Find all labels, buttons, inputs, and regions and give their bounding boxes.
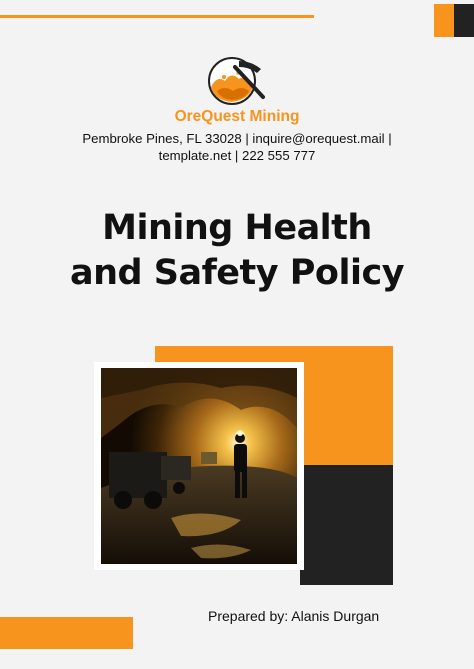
contact-line-2: template.net | 222 555 777 (158, 148, 316, 163)
bottom-accent-bar (0, 617, 133, 649)
contact-line-1: Pembroke Pines, FL 33028 | inquire@orequest.mail | (82, 131, 392, 146)
pickaxe-logo-icon (205, 55, 271, 107)
mine-tunnel-photo (101, 368, 297, 564)
corner-accent-dark (454, 4, 474, 37)
photo-frame (94, 362, 304, 570)
document-title (20, 206, 454, 296)
contact-info (40, 130, 434, 164)
prepared-by: Prepared by: Alanis Durgan (208, 608, 380, 624)
dark-accent-block (300, 465, 393, 585)
title-line-1: Mining Health (102, 208, 372, 248)
top-accent-line (0, 15, 314, 18)
company-name: OreQuest Mining (174, 108, 300, 125)
corner-accent-orange (434, 4, 454, 37)
title-line-2: and Safety Policy (69, 253, 405, 293)
